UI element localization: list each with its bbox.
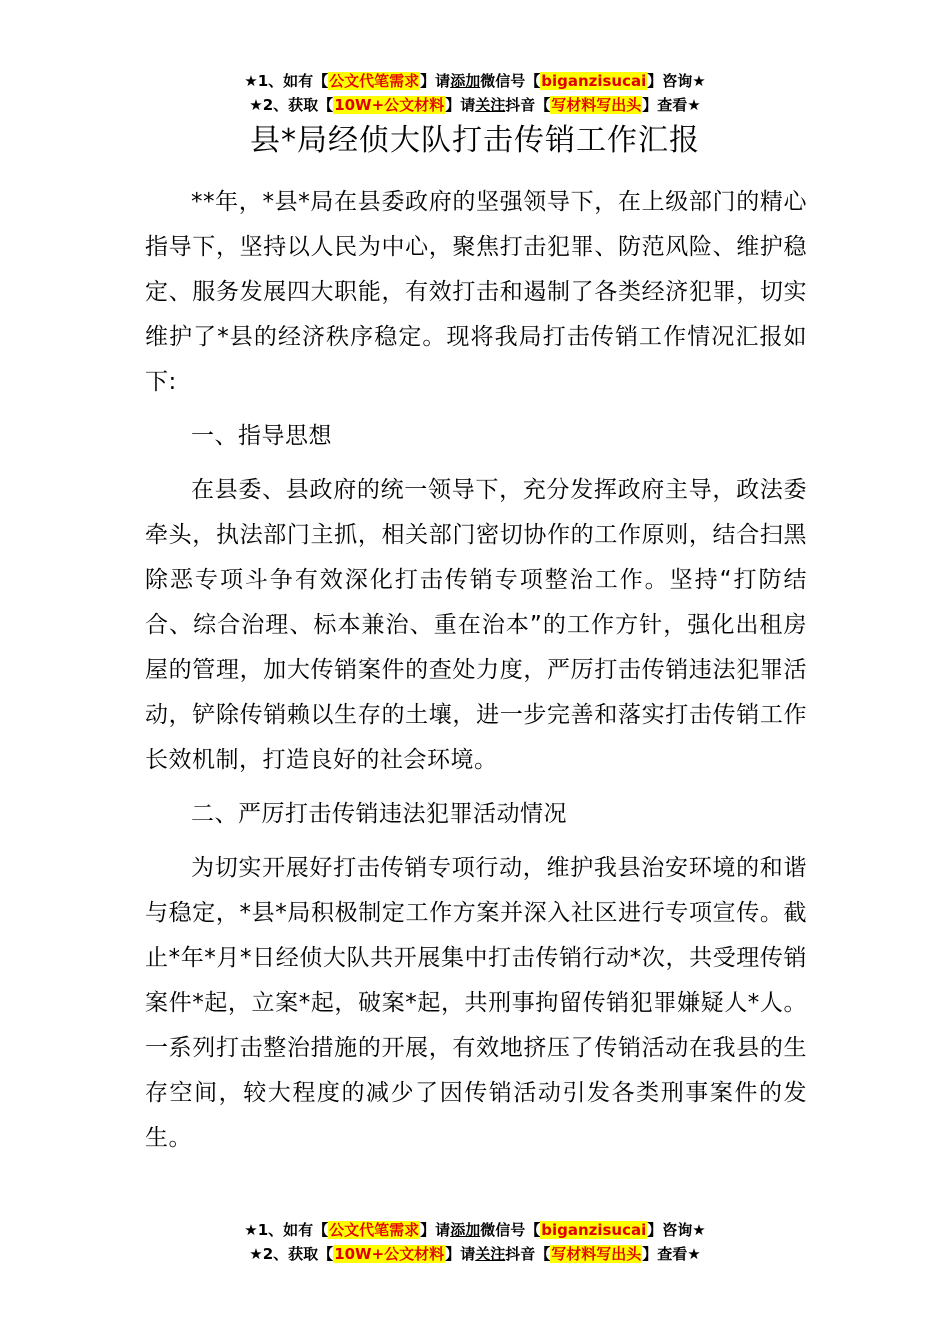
banner-text: ★2、获取【 (249, 1245, 334, 1263)
banner-highlight: biganzisucai (541, 72, 647, 90)
document-body (145, 180, 807, 1161)
section-heading-1: 一、指导思想 (191, 423, 332, 449)
banner-text: 】查看★ (642, 96, 701, 114)
banner-line-1 (0, 1218, 950, 1242)
banner-highlight: biganzisucai (541, 1221, 647, 1239)
section-heading-2: 二、严厉打击传销违法犯罪活动情况 (191, 801, 567, 827)
document-title: 县*局经侦大队打击传销工作汇报 (250, 123, 700, 158)
banner-text: 微信号【 (480, 1221, 541, 1239)
banner-underlined: 关注 (475, 1245, 506, 1263)
banner-text: ★2、获取【 (249, 96, 334, 114)
banner-text: ★1、如有【 (244, 1221, 329, 1239)
banner-highlight: 公文代笔需求 (329, 1221, 420, 1239)
banner-text: 抖音【 (505, 1245, 551, 1263)
banner-line-2 (0, 93, 950, 117)
paragraph-guiding-thought: 在县委、县政府的统一领导下，充分发挥政府主导，政法委牵头，执法部门主抓，相关部门密切协作的工作原则，结合扫黑除恶专项斗争有效深化打击传销专项整治工作。坚持“打防结合、综合治理、标本兼治、重在治本”的工作方针，强化出租房屋的管理，加大传销案件的查处力度，严厉打击传销违法犯罪活动，铲除传销赖以生存的土壤，进一步完善和落实打击传销工作长效机制，打造良好的社会环境。 (145, 477, 807, 773)
paragraph-crackdown: 为切实开展好打击传销专项行动，维护我县治安环境的和谐与稳定，*县*局积极制定工作方案并深入社区进行专项宣传。截止*年*月*日经侦大队共开展集中打击传销行动*次，共受理传销案件*起，立案*起，破案*起，共刑事拘留传销犯罪嫌疑人*人。一系列打击整治措施的开展，有效地挤压了传销活动在我县的生存空间，较大程度的减少了因传销活动引发各类刑事案件的发生。 (145, 855, 807, 1151)
banner-text: 】请 (420, 1221, 451, 1239)
banner-underlined: 添加 (450, 72, 481, 90)
bottom-banner (0, 1218, 950, 1266)
banner-text: 】请 (420, 72, 451, 90)
banner-highlight: 10W+公文材料 (334, 96, 445, 114)
banner-text: 抖音【 (505, 96, 551, 114)
banner-text: 】咨询★ (647, 1221, 706, 1239)
top-banner (0, 69, 950, 117)
banner-highlight: 10W+公文材料 (334, 1245, 445, 1263)
banner-underlined: 关注 (475, 96, 506, 114)
banner-text: 微信号【 (480, 72, 541, 90)
banner-line-1 (0, 69, 950, 93)
banner-text: ★1、如有【 (244, 72, 329, 90)
banner-highlight: 写材料写出头 (551, 1245, 642, 1263)
banner-text: 】请 (445, 1245, 476, 1263)
banner-text: 】请 (445, 96, 476, 114)
paragraph-intro: **年，*县*局在县委政府的坚强领导下，在上级部门的精心指导下，坚持以人民为中心，聚焦打击犯罪、防范风险、维护稳定、服务发展四大职能，有效打击和遏制了各类经济犯罪，切实维护了*县的经济秩序稳定。现将我局打击传销工作情况汇报如下: (145, 189, 807, 395)
banner-underlined: 添加 (450, 1221, 481, 1239)
banner-highlight: 写材料写出头 (551, 96, 642, 114)
banner-line-2 (0, 1242, 950, 1266)
banner-text: 】查看★ (642, 1245, 701, 1263)
banner-text: 】咨询★ (647, 72, 706, 90)
banner-highlight: 公文代笔需求 (329, 72, 420, 90)
